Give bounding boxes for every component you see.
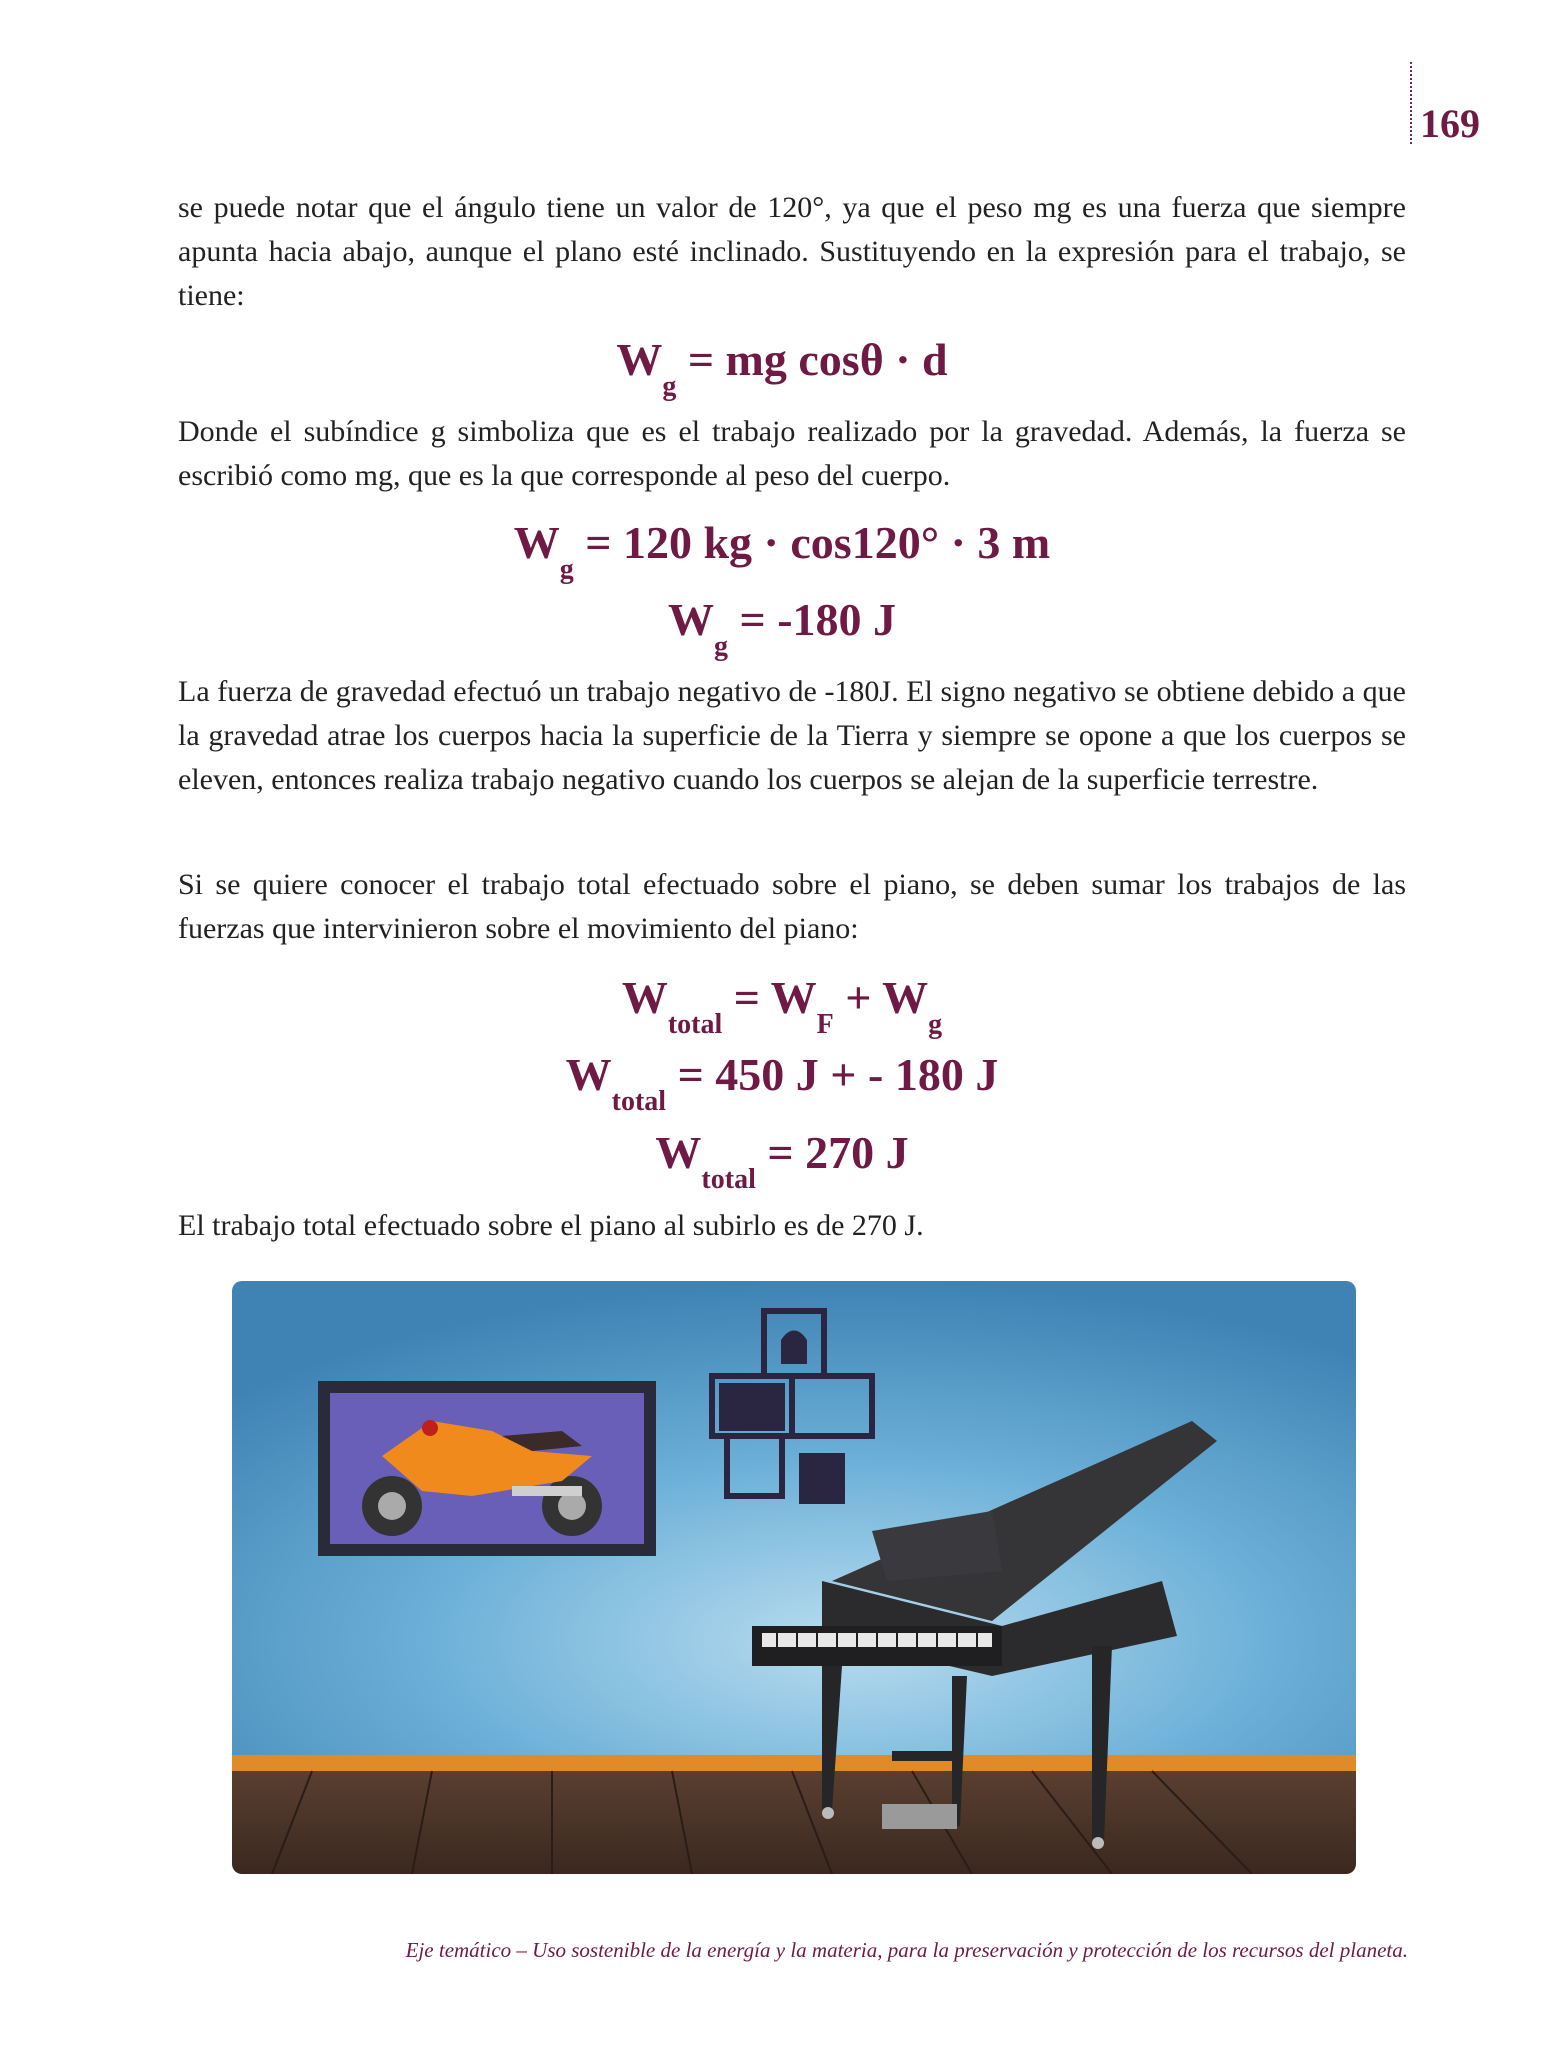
paragraph-subscript: Donde el subíndice g simboliza que es el trabajo realizado por la gravedad. Además, la fuerza se escribió como mg, que es la que corresponde al peso del cuerpo. bbox=[178, 415, 1406, 492]
equation-total-work-formula: $W_{total} = W_F + W_g$ bbox=[621, 972, 943, 1040]
page-number-rule bbox=[1410, 62, 1412, 144]
equation-work-gravity-result: $W_g = -180$ J bbox=[667, 594, 897, 662]
paragraph-negative-work: La fuerza de gravedad efectuó un trabajo negativo de -180J. El signo negativo se obtiene debido a que la gravedad atrae los cuerpos hacia la superficie de la Tierra y siempre se opone a que los cuerpos se eleven, entonces realiza trabajo negativo cuando los cuerpos se alejan de la superficie terrestre. bbox=[178, 675, 1406, 796]
equation-work-gravity-formula: $W_g$ = mg cosθ · d bbox=[616, 334, 948, 402]
piano-room-illustration bbox=[232, 1281, 1356, 1874]
page-footer: Eje temático – Uso sostenible de la energía y la materia, para la preservación y protección de los recursos del planeta. bbox=[405, 1938, 1408, 1962]
motorcycle-picture bbox=[318, 1381, 656, 1556]
floor bbox=[232, 1771, 1356, 1874]
paragraph-angle: se puede notar que el ángulo tiene un valor de 120°, ya que el peso mg es una fuerza que siempre apunta hacia abajo, aunque el plano esté inclinado. Sustituyendo en la expresión para el trabajo, se tiene: bbox=[178, 191, 1406, 312]
paragraph-conclusion: El trabajo total efectuado sobre el piano al subirlo es de 270 J. bbox=[178, 1209, 924, 1242]
baseboard bbox=[232, 1755, 1356, 1771]
page-number: 169 bbox=[1420, 101, 1480, 146]
equation-total-work-result: $W_{total} = 270$ J bbox=[655, 1127, 909, 1195]
equation-total-work-substitution: $W_{total} = 450$ J + - 180 J bbox=[565, 1049, 999, 1117]
equation-work-gravity-substitution: $W_g = 120$ kg · cos120° · 3 m bbox=[513, 517, 1051, 585]
paragraph-total-work: Si se quiere conocer el trabajo total efectuado sobre el piano, se deben sumar los trabajos de las fuerzas que intervinieron sobre el movimiento del piano: bbox=[178, 868, 1406, 945]
